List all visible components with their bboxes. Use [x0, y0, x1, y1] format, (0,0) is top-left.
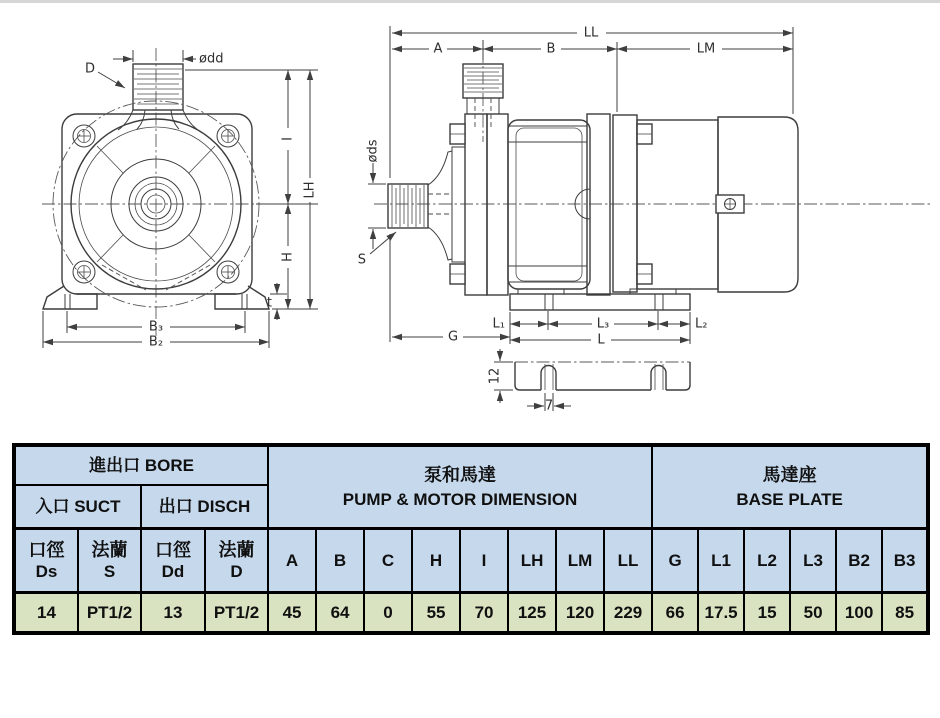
value-h: 55 — [412, 593, 460, 634]
screw-icon — [73, 125, 95, 147]
dim-label-s: S — [357, 252, 366, 268]
side-suction-thread — [388, 151, 452, 260]
dim-label-d: D — [84, 61, 95, 77]
col-header-s: 法蘭 S — [78, 529, 141, 593]
front-dimensions — [43, 50, 318, 350]
base-plate-detail — [488, 349, 691, 414]
dim-label-b3: B₃ — [148, 319, 164, 335]
side-base-plate — [510, 294, 690, 310]
col-header-h: H — [412, 529, 460, 593]
side-pump-casing — [450, 114, 676, 295]
col-header-g: G — [652, 529, 698, 593]
value-b2: 100 — [836, 593, 882, 634]
col-header-lm: LM — [556, 529, 604, 593]
col-header-a: A — [268, 529, 316, 593]
suction-header: 入口 SUCT — [14, 485, 141, 529]
value-b3: 85 — [882, 593, 928, 634]
value-s: PT1/2 — [78, 593, 141, 634]
value-lm: 120 — [556, 593, 604, 634]
col-header-ll: LL — [604, 529, 652, 593]
value-g: 66 — [652, 593, 698, 634]
value-dd: 13 — [141, 593, 205, 634]
side-view — [358, 26, 932, 414]
col-header-ds: 口徑 Ds — [14, 529, 78, 593]
value-l1: 17.5 — [698, 593, 744, 634]
value-i: 70 — [460, 593, 508, 634]
dim-label-i: I — [280, 137, 296, 141]
dim-label-lh: LH — [302, 181, 318, 199]
value-lh: 125 — [508, 593, 556, 634]
dim-label-t: t — [266, 295, 272, 311]
dim-label-lm: LM — [696, 41, 716, 57]
dim-label-slot-width: 7 — [544, 398, 554, 414]
dim-label-a: A — [433, 41, 443, 57]
side-dimensions — [358, 26, 793, 348]
base-plate-section-title — [652, 445, 928, 529]
dim-label-b2: B₂ — [148, 334, 164, 350]
screw-icon — [73, 261, 95, 283]
technical-drawing — [0, 2, 940, 442]
value-b: 64 — [316, 593, 364, 634]
value-d: PT1/2 — [205, 593, 268, 634]
screw-icon — [217, 261, 239, 283]
dim-label-ll: LL — [583, 25, 599, 41]
bore-section-title: 進出口 BORE — [14, 445, 268, 485]
dim-label-plate-height: 12 — [487, 367, 503, 385]
dim-label-l1: L₁ — [492, 316, 505, 332]
col-header-b2: B2 — [836, 529, 882, 593]
pump-motor-title-zh: 泵和馬達 — [424, 464, 497, 485]
value-ll: 229 — [604, 593, 652, 634]
dim-label-l2: L₂ — [695, 316, 708, 332]
front-discharge-thread — [118, 64, 198, 130]
col-header-dd: 口徑 Dd — [141, 529, 205, 593]
dim-label-b: B — [546, 41, 556, 57]
dim-label-ods: øds — [365, 139, 381, 163]
pump-motor-title-en: PUMP & MOTOR DIMENSION — [342, 489, 578, 509]
discharge-header: 出口 DISCH — [141, 485, 268, 529]
base-plate-title-zh: 馬達座 — [762, 464, 817, 485]
pump-motor-section-title — [268, 445, 652, 529]
col-header-c: C — [364, 529, 412, 593]
dim-label-g: G — [447, 329, 459, 345]
col-header-l2: L2 — [744, 529, 790, 593]
value-l2: 15 — [744, 593, 790, 634]
side-motor — [637, 117, 798, 292]
dim-label-l3: L₃ — [596, 316, 610, 332]
col-header-lh: LH — [508, 529, 556, 593]
col-header-d: 法蘭 D — [205, 529, 268, 593]
dimension-table — [12, 443, 930, 635]
value-l3: 50 — [790, 593, 836, 634]
base-plate-title-en: BASE PLATE — [736, 489, 843, 509]
value-ds: 14 — [14, 593, 78, 634]
col-header-i: I — [460, 529, 508, 593]
col-header-l3: L3 — [790, 529, 836, 593]
front-view — [42, 48, 318, 350]
dim-label-h: H — [280, 252, 296, 262]
dim-label-odd: ødd — [199, 51, 224, 67]
col-header-b3: B3 — [882, 529, 928, 593]
value-a: 45 — [268, 593, 316, 634]
dim-label-l: L — [597, 332, 605, 348]
value-c: 0 — [364, 593, 412, 634]
col-header-b: B — [316, 529, 364, 593]
motor-terminal-screw-icon — [716, 195, 744, 213]
col-header-l1: L1 — [698, 529, 744, 593]
screw-icon — [217, 125, 239, 147]
